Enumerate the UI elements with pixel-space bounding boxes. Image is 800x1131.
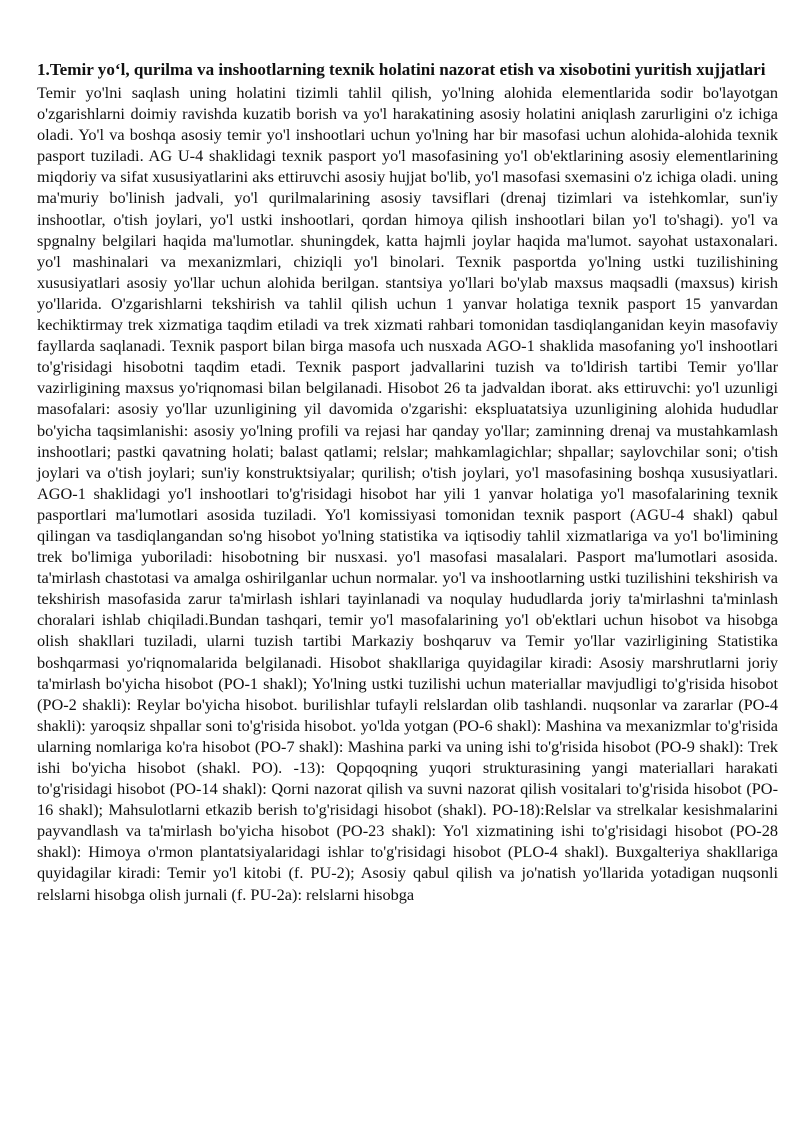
body-paragraph: Temir yo'lni saqlash uning holatini tizimli tahlil qilish, yo'lning alohida elementlarida sodir bo'layotgan o'zgarishlarni doimiy ravishda kuzatib borish va yo'l harakatining asosiy holatini aniqlash zarurligini o'z ichiga oladi. Yo'l va boshqa asosiy temir yo'l inshootlari uchun yo'lning har bir masofasi uchun alohida-alohida texnik pasport tuziladi. AG U-4 shaklidagi texnik pasport yo'l masofasining yo'l ob'ektlarining asosiy elementlarining miqdoriy va sifat xususiyatlarini aks ettiruvchi asosiy hujjat bo'lib, yo'l masofasi sxemasini o'z ichiga oladi. uning ma'muriy bo'linish jadvali, yo'l qurilmalarining asosiy tavsiflari (drenaj tizimlari va istehkomlar, sun'iy inshootlar, o'tish joylari, yo'l ustki inshootlari, qordan himoya qilish inshootlari bilan yo'l to'shagi). yo'l va spgnalny belgilari haqida ma'lumotlar. shuningdek, katta hajmli joylar haqida ma'lumot. sayohat ustaxonalari. yo'l mashinalari va mexanizmlari, chiziqli yo'l binolari. Texnik pasportda yo'lning ustki tuzilishining xususiyatlari asosiy yo'llar uchun alohida berilgan. stantsiya yo'llari bo'ylab maxsus maqsadli (maxsus) kirish yo'llarida. O'zgarishlarni tekshirish va tahlil qilish uchun 1 yanvar holatiga texnik pasport 15 yanvardan kechiktirmay trek xizmatiga taqdim etiladi va trek xizmati rahbari tomonidan tasdiqlanganidan keyin masofaviy fayllarda saqlanadi. Texnik pasport bilan birga masofa uch nusxada AGO-1 shaklida masofaning yo'l inshootlari to'g'risidagi hisobotni taqdim etadi. Texnik pasport jadvallarini tuzish va to'ldirish tartibi Temir yo'llar vazirligining maxsus yo'riqnomasi bilan belgilanadi. Hisobot 26 ta jadvaldan iborat. aks ettiruvchi: yo'l uzunligi masofalari: asosiy yo'llar uzunligining yil davomida o'zgarishi: ekspluatatsiya uzunligining alohida hududlar bo'yicha taqsimlanishi: asosiy yo'lning profili va rejasi har qanday yo'llar; zaminning drenaj va mustahkamlash inshootlari; pastki qavatning holati; balast qatlami; relslar; mahkamlagichlar; shpallar; saylovchilar soni; o'tish joylari va o'tish joylari; sun'iy konstruktsiyalar; qurilish; o'tish joylari, yo'l masofasining boshqa xususiyatlari. AGO-1 shaklidagi yo'l inshootlari to'g'risidagi hisobot har yili 1 yanvar holatiga yo'l masofalarining texnik pasportlari ma'lumotlari asosida tuziladi. Yo'l komissiyasi tomonidan texnik pasport (AGU-4 shakl) qabul qilingan va tasdiqlangandan so'ng hisobot yo'lning statistika va iqtisodiy tahlil xizmatlariga va yo'l bo'limining trek bo'limiga yuboriladi: hisobotning bir nusxasi. yo'l masofasi masalalari. Pasport ma'lumotlari asosida. ta'mirlash chastotasi va amalga oshirilganlar uchun normalar. yo'l va inshootlarning ustki tuzilishini tekshirish va tekshirish masofasida zarur ta'mirlash ishlari tayinlanadi va noqulay hududlarda joriy ta'mirlashni ta'minlash choralari ishlab chiqiladi.Bundan tashqari, temir yo'l masofalarining yo'l ob'ektlari uchun hisobot va hisobga olish shakllari tuziladi, ularni tuzish tartibi Markaziy boshqaruv va Temir yo'llar vazirligining Statistika boshqarmasi yo'riqnomalarida belgilanadi. Hisobot shakllariga quyidagilar kiradi: Asosiy marshrutlarni joriy ta'mirlash bo'yicha hisobot (PO-1 shakl); Yo'lning ustki tuzilishi uchun materiallar mavjudligi to'g'risida hisobot (PO-2 shakli): Reylar bo'yicha hisobot. burilishlar tufayli relslardan olib tashlandi. nuqsonlar va zararlar (PO-4 shakli): yaroqsiz shpallar soni to'g'risida hisobot. yo'lda yotgan (PO-6 shakl): Mashina va mexanizmlar to'g'risida ularning nomlariga ko'ra hisobot (PO-7 shakl): Mashina parki va uning ishi to'g'risida hisobot (PO-9 shakl): Trek ishi bo'yicha hisobot (shakl. PO). -13): Qopqoqning yuqori strukturasining yangi materiallari harakati to'g'risidagi hisobot (PO-14 shakl): Qorni nazorat qilish va suvni nazorat qilish vositalari to'g'risida hisobot (PO-16 shakl); Mahsulotlarni etkazib berish to'g'risidagi hisobot (shakl). PO-18):Relslar va strelkalar kesishmalarini payvandlash va ta'mirlash bo'yicha hisobot (PO-23 shakl): Yo'l xizmatining ishi to'g'risidagi hisobot (PO-28 shakl): Himoya o'rmon plantatsiyalaridagi ishlar to'g'risidagi hisobot (PLO-4 shakl). Buxgalteriya shakllariga quyidagilar kiradi: Temir yo'l kitobi (f. PU-2); Asosiy qabul qilish va jo'natish yo'llarida yotadigan nuqsonli relslarni hisobga olish jurnali (f. PU-2a): relslarni hisobga [37, 83, 778, 904]
document-page [37, 60, 778, 905]
section-heading: 1.Temir yo‘l, qurilma va inshootlarning texnik holatini nazorat etish va xisobotini yuritish xujjatlari [37, 60, 766, 79]
